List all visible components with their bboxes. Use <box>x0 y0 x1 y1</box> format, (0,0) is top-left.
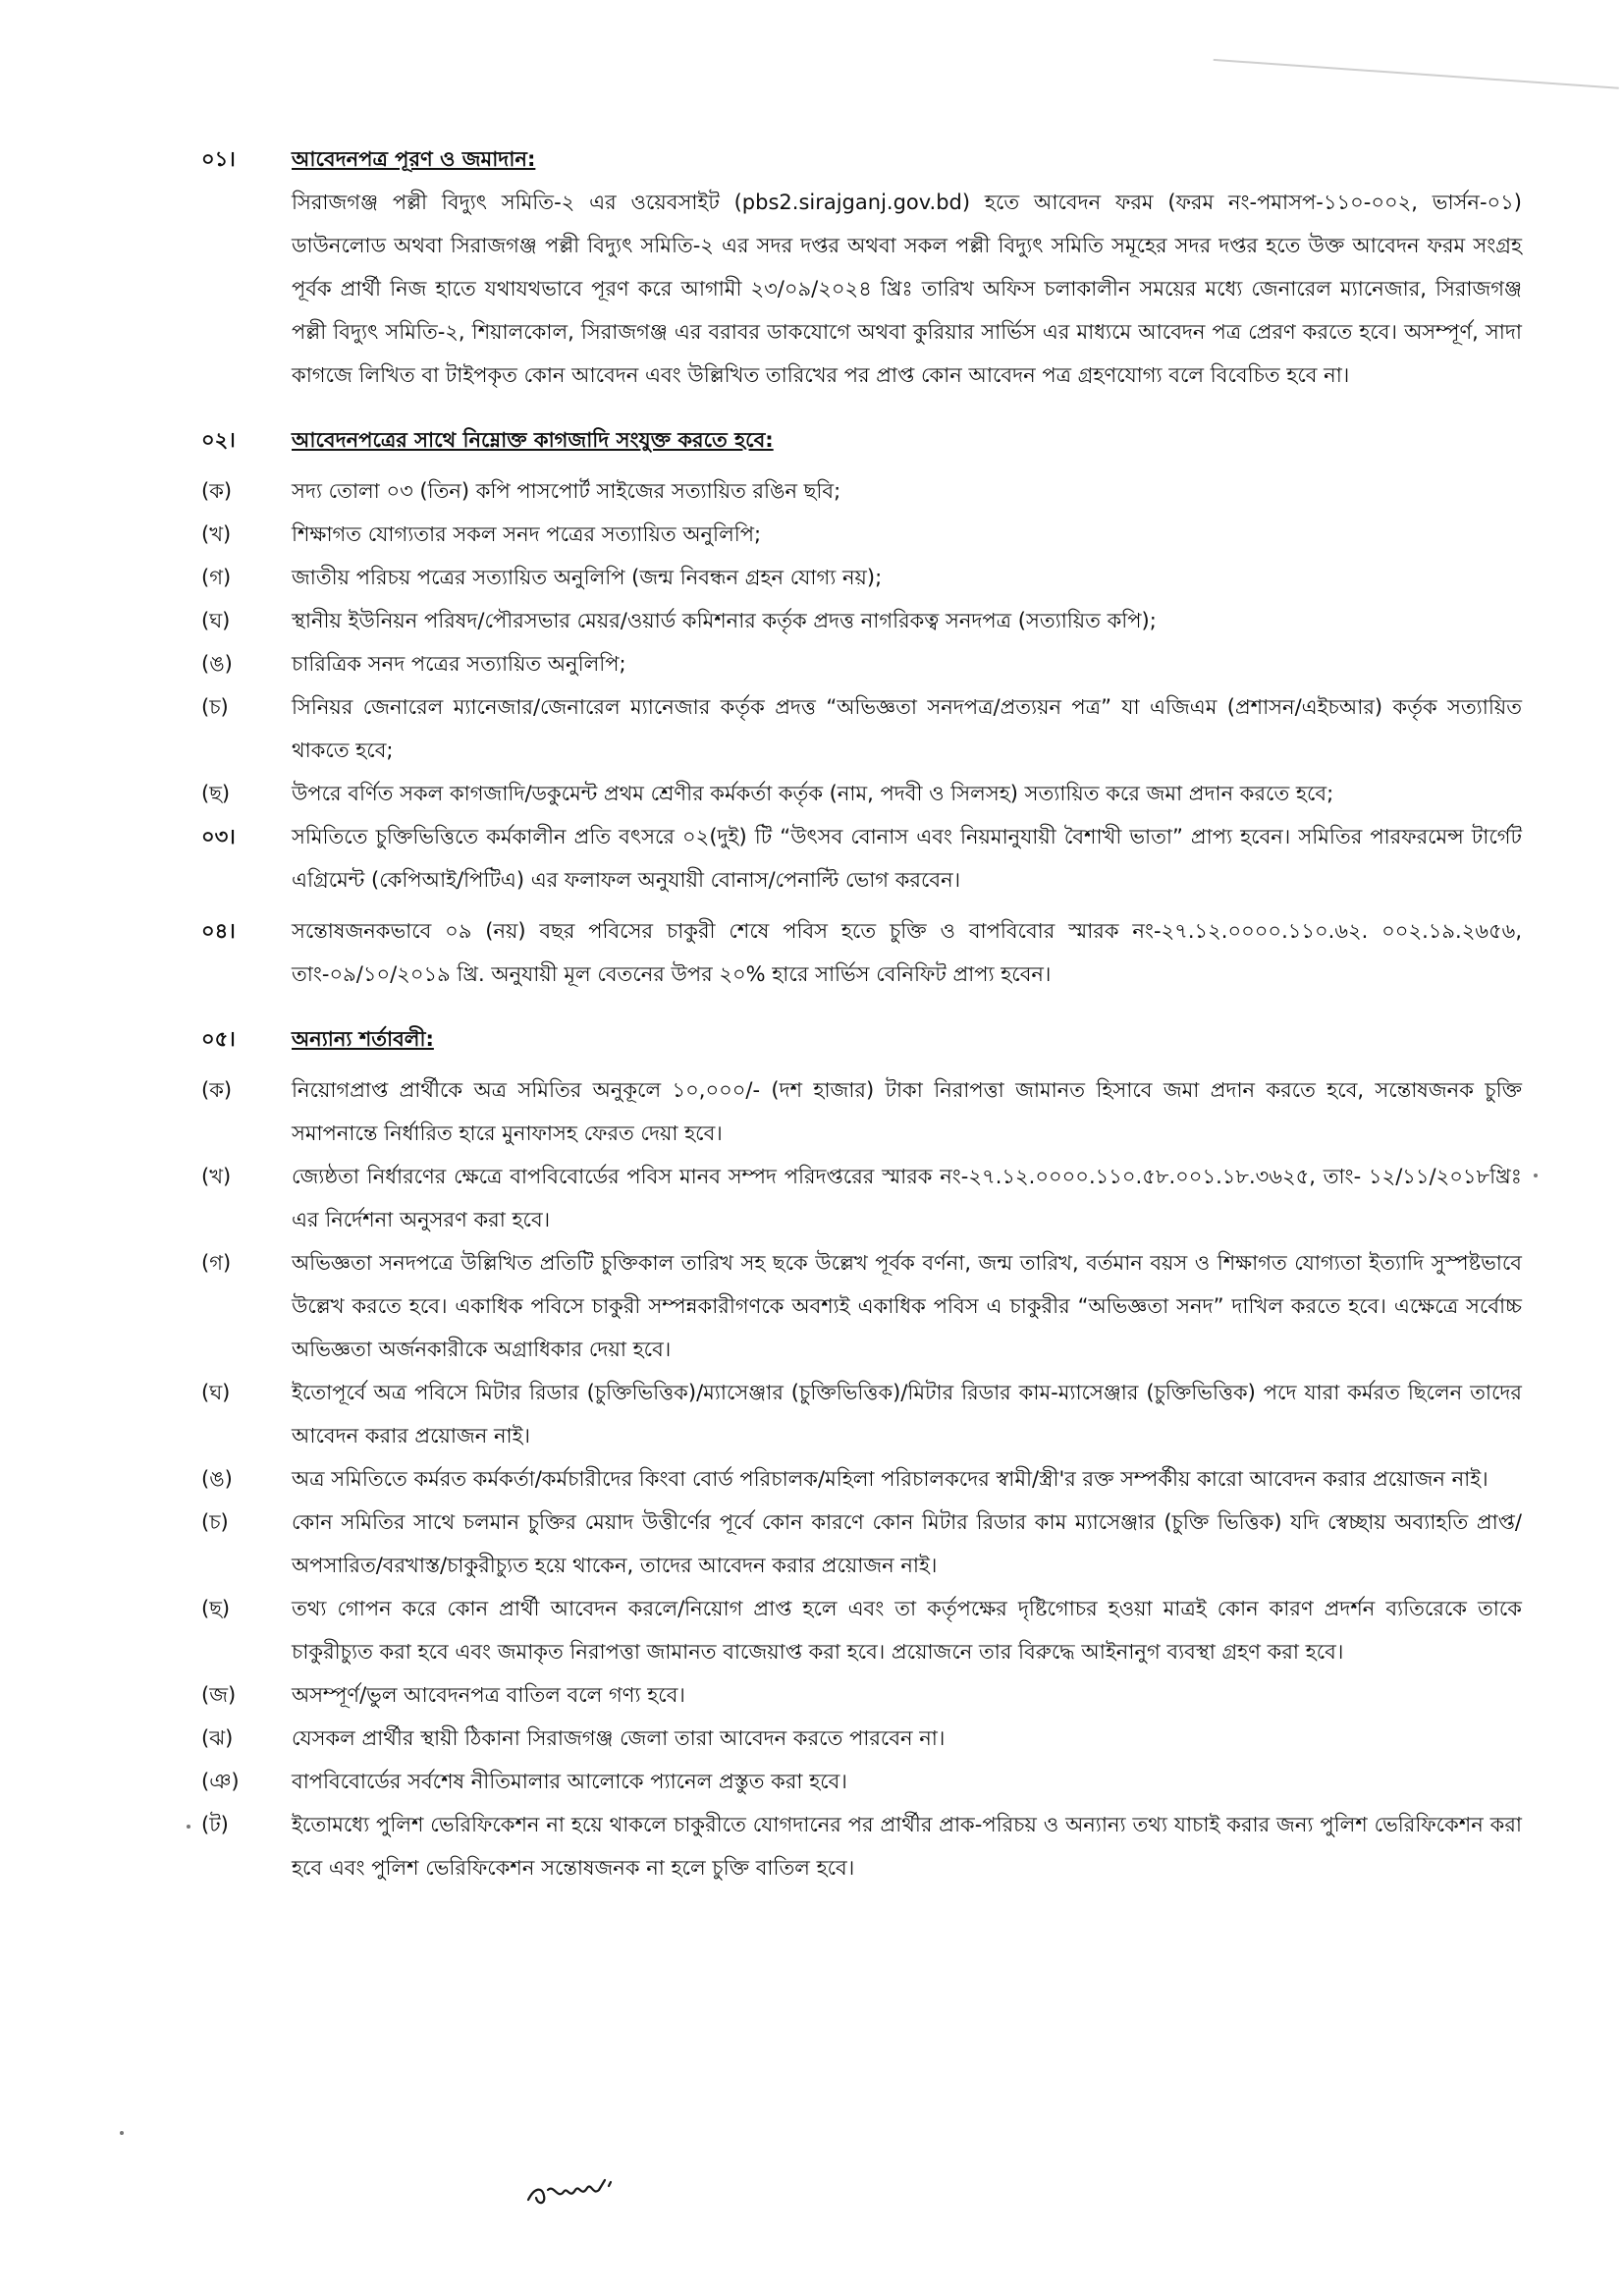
section-paragraph: সমিতিতে চুক্তিভিত্তিতে কর্মকালীন প্রতি বৎসরে ০২(দুই) টি “উৎসব বোনাস এবং নিয়মানুযায়ী বৈশাখী ভাতা” প্রাপ্য হবেন। সমিতির পারফরমেন্স টার্গেট এগ্রিমেন্ট (কেপিআই/পিটিএ) এর ফলাফল অনুযায়ী বোনাস/পেনাল্টি ভোগ করবেন। <box>292 825 1522 892</box>
list-item-text: চারিত্রিক সনদ পত্রের সত্যায়িত অনুলিপি; <box>292 652 626 676</box>
list-item <box>201 1241 1522 1371</box>
list-item-number: (ঞ) <box>201 1770 240 1793</box>
list-item <box>201 1803 1522 1889</box>
list-item-text: ইতোমধ্যে পুলিশ ভেরিফিকেশন না হয়ে থাকলে চাকুরীতে যোগদানের পর প্রার্থীর প্রাক-পরিচয় ও অন্যান্য তথ্য যাচাই করার জন্য পুলিশ ভেরিফিকেশন করা হবে এবং পুলিশ ভেরিফিকেশন সন্তোষজনক না হলে চুক্তি বাতিল হবে। <box>292 1813 1522 1880</box>
list-item-number: (খ) <box>201 522 232 546</box>
list-item-number: (ঙ) <box>201 652 233 676</box>
list-item-text: উপরে বর্ণিত সকল কাগজাদি/ডকুমেন্ট প্রথম শ্রেণীর কর্মকর্তা কর্তৃক (নাম, পদবী ও সিলসহ) সত্যায়িত করে জমা প্রদান করতে হবে; <box>292 782 1334 805</box>
list-item-text: অভিজ্ঞতা সনদপত্রে উল্লিখিত প্রতিটি চুক্তিকাল তারিখ সহ ছকে উল্লেখ পূর্বক বর্ণনা, জন্ম তারিখ, বর্তমান বয়স ও শিক্ষাগত যোগ্যতা ইত্যাদি সুস্পষ্টভাবে উল্লেখ করতে হবে। একাধিক পবিসে চাকুরী সম্পন্নকারীগণকে অবশ্যই একাধিক পবিস এ চাকুরীর “অভিজ্ঞতা সনদ” দাখিল করতে হবে। এক্ষেত্রে সর্বোচ্চ অভিজ্ঞতা অর্জনকারীকে অগ্রাধিকার দেয়া হবে। <box>292 1251 1522 1361</box>
list-item-text: কোন সমিতির সাথে চলমান চুক্তির মেয়াদ উত্তীর্ণের পূর্বে কোন কারণে কোন মিটার রিডার কাম ম্যাসেঞ্জার (চুক্তি ভিত্তিক) যদি স্বেচ্ছায় অব্যাহতি প্রাপ্ত/অপসারিত/বরখাস্ত/চাকুরীচ্যুত হয়ে থাকেন, তাদের আবেদন করার প্রয়োজন নাই। <box>292 1510 1522 1577</box>
list-item <box>201 685 1522 772</box>
list-item-number: (ঘ) <box>201 609 231 632</box>
list-item-number: (ক) <box>201 1078 233 1102</box>
list-item-number: (জ) <box>201 1683 237 1707</box>
list-item-text: ইতোপূর্বে অত্র পবিসে মিটার রিডার (চুক্তিভিত্তিক)/ম্যাসেঞ্জার (চুক্তিভিত্তিক)/মিটার রিডার কাম-ম্যাসেঞ্জার (চুক্তিভিত্তিক) পদে যারা কর্মরত ছিলেন তাদের আবেদন করার প্রয়োজন নাই। <box>292 1381 1522 1448</box>
list-item-number: (ক) <box>201 479 233 503</box>
list-item-text: বাপবিবোর্ডের সর্বশেষ নীতিমালার আলোকে প্যানেল প্রস্তুত করা হবে। <box>292 1770 847 1793</box>
section-number: ০৪। <box>201 919 236 943</box>
list-item-text: নিয়োগপ্রাপ্ত প্রার্থীকে অত্র সমিতির অনুকূলে ১০,০০০/- (দশ হাজার) টাকা নিরাপত্তা জামানত হিসাবে জমা প্রদান করতে হবে, সন্তোষজনক চুক্তি সমাপনান্তে নির্ধারিত হারে মুনাফাসহ ফেরত দেয়া হবে। <box>292 1078 1522 1145</box>
handwritten-signature <box>520 2160 638 2219</box>
list-item <box>201 469 1522 513</box>
document-body <box>201 137 1522 1889</box>
list-item-number: (ঘ) <box>201 1381 231 1404</box>
document-list <box>201 469 1522 815</box>
list-item-text: তথ্য গোপন করে কোন প্রার্থী আবেদন করলে/নিয়োগ প্রাপ্ত হলে এবং তা কর্তৃপক্ষের দৃষ্টিগোচর হওয়া মাত্রই কোন কারণ প্রদর্শন ব্যতিরেকে তাকে চাকুরীচ্যুত করা হবে এবং জমাকৃত নিরাপত্তা জামানত বাজেয়াপ্ত করা হবে। প্রয়োজনে তার বিরুদ্ধে আইনানুগ ব্যবস্থা গ্রহণ করা হবে। <box>292 1597 1522 1664</box>
list-item <box>201 1587 1522 1673</box>
list-item <box>201 1673 1522 1717</box>
section-other-conditions <box>201 1017 1522 1061</box>
section-number: ০৫। <box>201 1027 236 1051</box>
scan-fold-mark <box>1214 0 1623 89</box>
section-heading: আবেদনপত্র পূরণ ও জমাদান: <box>292 147 536 171</box>
section-number: ০৩। <box>201 825 236 848</box>
list-item <box>201 556 1522 599</box>
section-service-benefit <box>201 909 1522 996</box>
list-item-text: অত্র সমিতিতে কর্মরত কর্মকর্তা/কর্মচারীদের কিংবা বোর্ড পরিচালক/মহিলা পরিচালকদের স্বামী/স্ত্রী'র রক্ত সম্পর্কীয় কারো আবেদন করার প্রয়োজন নাই। <box>292 1467 1489 1491</box>
list-item <box>201 1155 1522 1241</box>
list-item <box>201 1371 1522 1457</box>
list-item-text: স্থানীয় ইউনিয়ন পরিষদ/পৌরসভার মেয়র/ওয়ার্ড কমিশনার কর্তৃক প্রদত্ত নাগরিকত্ব সনদপত্র (সত্যায়িত কপি); <box>292 609 1157 632</box>
list-item-text: জাতীয় পরিচয় পত্রের সত্যায়িত অনুলিপি (জন্ম নিবন্ধন গ্রহন যোগ্য নয়); <box>292 566 883 589</box>
section-paragraph: সিরাজগঞ্জ পল্লী বিদ্যুৎ সমিতি-২ এর ওয়েবসাইট (pbs2.sirajganj.gov.bd) হতে আবেদন ফরম (ফরম নং-পমাসপ-১১০-০০২, ভার্সন-০১) ডাউনলোড অথবা সিরাজগঞ্জ পল্লী বিদ্যুৎ সমিতি-২ এর সদর দপ্তর অথবা সকল পল্লী বিদ্যুৎ সমিতি সমূহের সদর দপ্তর হতে উক্ত আবেদন ফরম সংগ্রহ পূর্বক প্রার্থী নিজ হাতে যথাযথভাবে পূরণ করে আগামী ২৩/০৯/২০২৪ খ্রিঃ তারিখ অফিস চলাকালীন সময়ের মধ্যে জেনারেল ম্যানেজার, সিরাজগঞ্জ পল্লী বিদ্যুৎ সমিতি-২, শিয়ালকোল, সিরাজগঞ্জ এর বরাবর ডাকযোগে অথবা কুরিয়ার সার্ভিস এর মাধ্যমে আবেদন পত্র প্রেরণ করতে হবে। অসম্পূর্ণ, সাদা কাগজে লিখিত বা টাইপকৃত কোন আবেদন এবং উল্লিখিত তারিখের পর প্রাপ্ত কোন আবেদন পত্র গ্রহণযোগ্য বলে বিবেচিত হবে না। <box>292 191 1522 387</box>
section-festival-bonus <box>201 815 1522 902</box>
list-item-number: (ছ) <box>201 782 231 805</box>
list-item-text: শিক্ষাগত যোগ্যতার সকল সনদ পত্রের সত্যায়িত অনুলিপি; <box>292 522 762 546</box>
list-item-number: (ছ) <box>201 1597 231 1620</box>
list-item <box>201 772 1522 815</box>
list-item <box>201 1068 1522 1155</box>
list-item-text: সদ্য তোলা ০৩ (তিন) কপি পাসপোর্ট সাইজের সত্যায়িত রঙিন ছবি; <box>292 479 841 503</box>
section-heading: আবেদনপত্রের সাথে নিম্নোক্ত কাগজাদি সংযুক্ত করতে হবে: <box>292 428 774 452</box>
list-item <box>201 513 1522 556</box>
scan-speck <box>1534 1174 1538 1177</box>
list-item <box>201 1717 1522 1760</box>
list-item <box>201 1760 1522 1803</box>
list-item-number: (খ) <box>201 1165 232 1188</box>
section-number: ০২। <box>201 428 236 452</box>
list-item-text: সিনিয়র জেনারেল ম্যানেজার/জেনারেল ম্যানেজার কর্তৃক প্রদত্ত “অভিজ্ঞতা সনদপত্র/প্রত্যয়ন পত্র” যা এজিএম (প্রশাসন/এইচআর) কর্তৃক সত্যায়িত থাকতে হবে; <box>292 695 1522 762</box>
section-application-submission <box>201 137 1522 397</box>
list-item-text: জ্যেষ্ঠতা নির্ধারণের ক্ষেত্রে বাপবিবোর্ডের পবিস মানব সম্পদ পরিদপ্তরের স্মারক নং-২৭.১২.০০০০.১১০.৫৮.০০১.১৮.৩৬২৫, তাং- ১২/১১/২০১৮খ্রিঃ এর নির্দেশনা অনুসরণ করা হবে। <box>292 1165 1522 1231</box>
section-heading: অন্যান্য শর্তাবলী: <box>292 1027 434 1051</box>
list-item <box>201 1501 1522 1587</box>
list-item-text: যেসকল প্রার্থীর স্থায়ী ঠিকানা সিরাজগঞ্জ জেলা তারা আবেদন করতে পারবেন না। <box>292 1726 946 1750</box>
list-item <box>201 642 1522 685</box>
list-item-text: অসম্পূর্ণ/ভুল আবেদনপত্র বাতিল বলে গণ্য হবে। <box>292 1683 685 1707</box>
list-item <box>201 1457 1522 1501</box>
section-paragraph: সন্তোষজনকভাবে ০৯ (নয়) বছর পবিসের চাকুরী শেষে পবিস হতে চুক্তি ও বাপবিবোর স্মারক নং-২৭.১২.০০০০.১১০.৬২. ০০২.১৯.২৬৫৬, তাং-০৯/১০/২০১৯ খ্রি. অনুযায়ী মূল বেতনের উপর ২০% হারে সার্ভিস বেনিফিট প্রাপ্য হবেন। <box>292 919 1522 986</box>
list-item-number: (ট) <box>201 1813 229 1836</box>
list-item-number: (চ) <box>201 695 229 719</box>
conditions-list <box>201 1068 1522 1889</box>
list-item-number: (চ) <box>201 1510 229 1534</box>
list-item <box>201 599 1522 642</box>
list-item-number: (ঙ) <box>201 1467 233 1491</box>
section-required-documents <box>201 418 1522 462</box>
scan-speck <box>187 1825 190 1829</box>
scan-speck <box>120 2131 124 2135</box>
list-item-number: (গ) <box>201 1251 232 1275</box>
list-item-number: (গ) <box>201 566 232 589</box>
section-number: ০১। <box>201 147 236 171</box>
list-item-number: (ঝ) <box>201 1726 234 1750</box>
